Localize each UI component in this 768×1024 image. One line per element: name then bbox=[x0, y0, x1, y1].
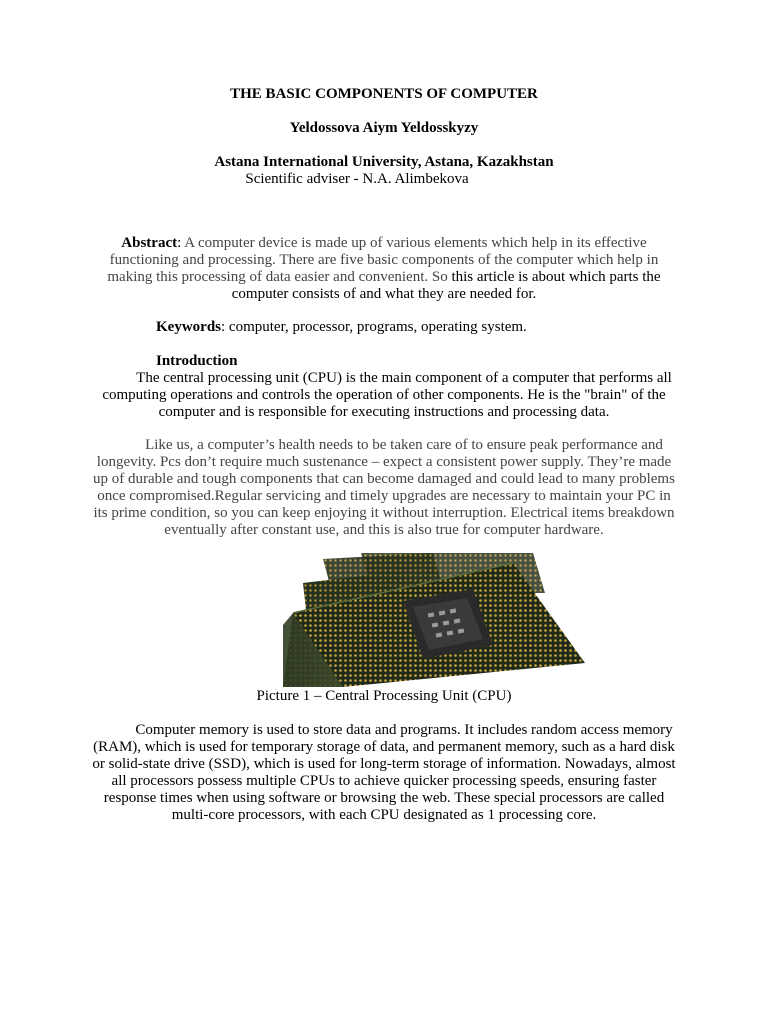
intro-p2-line-4: once compromised.Regular servicing and timely upgrades are necessary to maintain your PC in bbox=[97, 488, 671, 504]
abstract-colon: : bbox=[177, 235, 182, 251]
intro-p2-line-5: its prime condition, so you can keep enjoying it without interruption. Electrical items breakdown bbox=[93, 505, 675, 521]
intro-p1-line-2: computing operations and controls the operation of other components. He is the "brain" of the bbox=[102, 387, 666, 403]
keywords-line bbox=[156, 319, 527, 336]
memory-line-6: multi-core processors, with each CPU designated as 1 processing core. bbox=[171, 807, 597, 823]
author-name: Yeldossova Aiym Yeldosskyzy bbox=[289, 120, 479, 136]
introduction-heading: Introduction bbox=[156, 353, 238, 369]
intro-p2-line-6: eventually after constant use, and this is also true for computer hardware. bbox=[164, 522, 604, 538]
cpu-photo bbox=[283, 553, 585, 687]
abstract-line-1 bbox=[0, 235, 768, 252]
intro-p1-line-1: The central processing unit (CPU) is the main component of a computer that performs all bbox=[136, 370, 672, 386]
abstract-line-4: computer consists of and what they are needed for. bbox=[231, 286, 537, 302]
abstract-line-3 bbox=[0, 269, 768, 286]
abstract-text-3: making this processing of data easier and convenient. So bbox=[107, 269, 448, 285]
abstract-text-1: A computer device is made up of various elements which help in its effective bbox=[181, 235, 647, 251]
affiliation: Astana International University, Astana, Kazakhstan bbox=[214, 154, 554, 170]
memory-line-3: or solid-state drive (SSD), which is used for long-term storage of information. Nowadays, almost bbox=[92, 756, 676, 772]
keywords-text: : computer, processor, programs, operating system. bbox=[221, 319, 527, 335]
intro-p1-line-3: computer and is responsible for executing instructions and processing data. bbox=[158, 404, 610, 420]
abstract-line-2: functioning and processing. There are five basic components of the computer which help in bbox=[109, 252, 659, 268]
memory-line-2: (RAM), which is used for temporary storage of data, and permanent memory, such as a hard disk bbox=[93, 739, 675, 755]
keywords-label: Keywords bbox=[156, 319, 221, 335]
memory-line-1: Computer memory is used to store data and programs. It includes random access memory bbox=[135, 722, 673, 738]
abstract-label: Abstract bbox=[121, 235, 178, 251]
cpu-illustration bbox=[283, 553, 585, 687]
scientific-adviser: Scientific adviser - N.A. Alimbekova bbox=[245, 171, 469, 187]
memory-line-5: response times when using software or browsing the web. These special processors are called bbox=[103, 790, 665, 806]
intro-p2-line-3: up of durable and tough components that can become damaged and could lead to many problems bbox=[93, 471, 675, 487]
figure-caption: Picture 1 – Central Processing Unit (CPU) bbox=[256, 688, 512, 704]
intro-p2-line-1: Like us, a computer’s health needs to be taken care of to ensure peak performance and bbox=[145, 437, 663, 453]
document-title: THE BASIC COMPONENTS OF COMPUTER bbox=[230, 86, 538, 102]
memory-line-4: all processors possess multiple CPUs to achieve quicker processing speeds, ensuring faster bbox=[111, 773, 657, 789]
abstract-text-3-tail: this article is about which parts the bbox=[447, 269, 661, 285]
intro-p2-line-2: longevity. Pcs don’t require much sustenance – expect a consistent power supply. They’re made bbox=[96, 454, 672, 470]
